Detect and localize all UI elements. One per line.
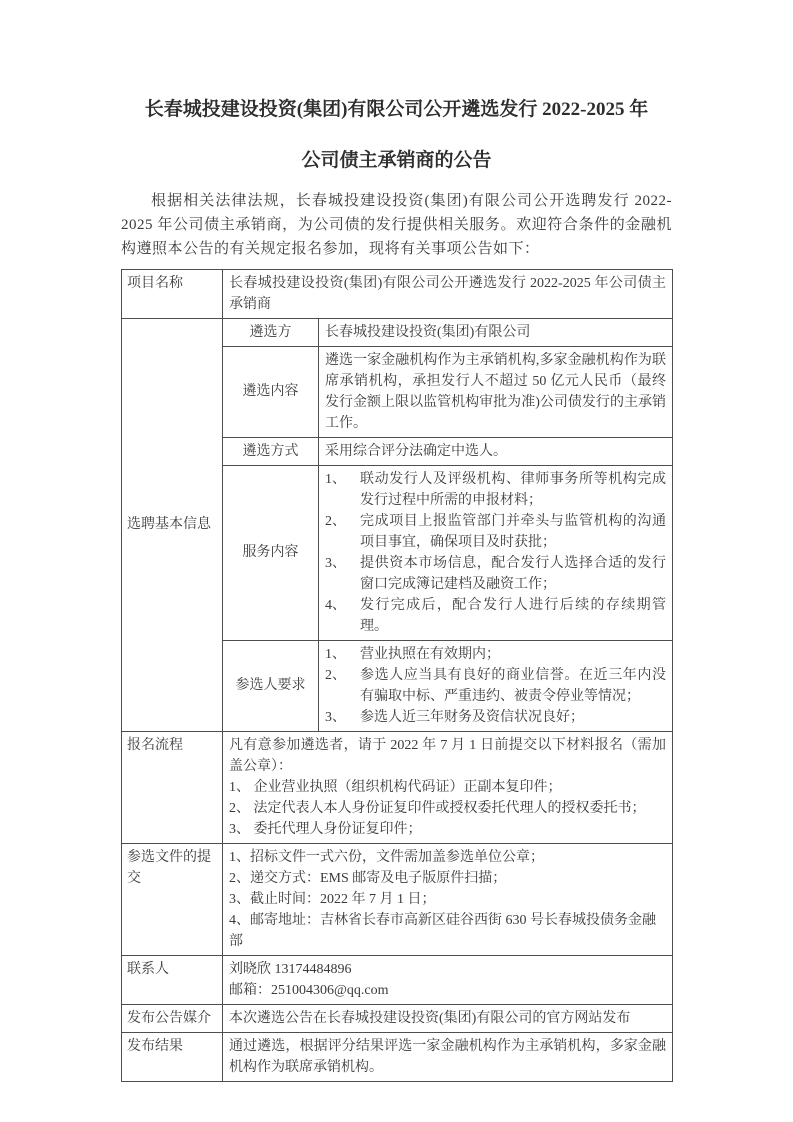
registration-label: 报名流程 xyxy=(122,731,223,843)
service-item xyxy=(325,511,666,553)
contact-label: 联系人 xyxy=(122,955,223,1004)
selection-content-value: 遴选一家金融机构作为主承销机构,多家金融机构作为联席承销机构，承担发行人不超过 50 亿元人民币（最终发行金额上限以监管机构审批为准)公司债发行的主承销工作。 xyxy=(319,346,673,437)
selection-method-label: 遴选方式 xyxy=(223,437,319,465)
table-row-registration xyxy=(122,731,673,843)
services-label: 服务内容 xyxy=(223,465,319,640)
table-row-contact xyxy=(122,955,673,1004)
service-item-num: 1、 xyxy=(325,471,346,487)
requirement-item-num: 3、 xyxy=(325,709,346,725)
submission-item: 1、招标文件一式六份，文件需加盖参选单位公章； xyxy=(229,849,544,865)
requirements-value xyxy=(319,640,673,731)
service-item-num: 2、 xyxy=(325,513,346,529)
project-name-label: 项目名称 xyxy=(122,269,223,318)
registration-intro: 凡有意参加遴选者，请于 2022 年 7 月 1 日前提交以下材料报名（需加盖公章）： xyxy=(229,737,666,774)
submission-value xyxy=(223,843,673,955)
media-label: 发布公告媒介 xyxy=(122,1004,223,1032)
service-item xyxy=(325,595,666,637)
requirement-item xyxy=(325,707,666,728)
service-item-num: 3、 xyxy=(325,555,346,571)
requirement-item-text: 参选人应当具有良好的商业信誉。在近三年内没有骗取中标、严重违约、被责令停业等情况； xyxy=(360,667,666,704)
requirements-label: 参选人要求 xyxy=(223,640,319,731)
service-item-text: 提供资本市场信息，配合发行人选择合适的发行窗口完成簿记建档及融资工作； xyxy=(360,555,666,592)
service-item-text: 完成项目上报监管部门并牵头与监管机构的沟通项目事宜，确保项目及时获批； xyxy=(360,513,666,550)
requirement-item-num: 1、 xyxy=(325,646,346,662)
requirement-item xyxy=(325,644,666,665)
requirement-item-text: 营业执照在有效期内； xyxy=(360,646,500,662)
announcement-table xyxy=(121,269,673,1082)
table-row-selector xyxy=(122,318,673,346)
table-row-result xyxy=(122,1032,673,1081)
registration-item: 3、 委托代理人身份证复印件； xyxy=(229,821,422,837)
service-item-text: 联动发行人及评级机构、律师事务所等机构完成发行过程中所需的申报材料； xyxy=(360,471,666,508)
selection-method-value: 采用综合评分法确定中选人。 xyxy=(319,437,673,465)
table-row-media xyxy=(122,1004,673,1032)
submission-item: 3、截止时间：2022 年 7 月 1 日； xyxy=(229,891,436,907)
service-item xyxy=(325,469,666,511)
service-item-text: 发行完成后，配合发行人进行后续的存续期管理。 xyxy=(360,597,666,634)
contact-value xyxy=(223,955,673,1004)
selection-info-label: 选聘基本信息 xyxy=(122,318,223,731)
submission-item: 4、邮寄地址：吉林省长春市高新区硅谷西街 630 号长春城投债务金融部 xyxy=(229,912,656,949)
registration-item: 2、 法定代表人本人身份证复印件或授权委托代理人的授权委托书； xyxy=(229,800,646,816)
table-row-submission xyxy=(122,843,673,955)
submission-label: 参选文件的提交 xyxy=(122,843,223,955)
services-value xyxy=(319,465,673,640)
project-name-value: 长春城投建设投资(集团)有限公司公开遴选发行 2022-2025 年公司债主承销商 xyxy=(223,269,673,318)
requirement-item xyxy=(325,665,666,707)
result-label: 发布结果 xyxy=(122,1032,223,1081)
selector-label: 遴选方 xyxy=(223,318,319,346)
requirement-item-text: 参选人近三年财务及资信状况良好； xyxy=(360,709,584,725)
intro-paragraph: 根据相关法律法规，长春城投建设投资(集团)有限公司公开选聘发行 2022-2025 年公司债主承销商，为公司债的发行提供相关服务。欢迎符合条件的金融机构遵照本公告的有关规定报名参加，现将有关事项公告如下： xyxy=(121,192,672,257)
service-item-num: 4、 xyxy=(325,597,346,613)
result-value: 通过遴选，根据评分结果评选一家金融机构作为主承销机构，多家金融机构作为联席承销机构。 xyxy=(223,1032,673,1081)
selection-content-label: 遴选内容 xyxy=(223,346,319,437)
contact-email: 邮箱：251004306@qq.com xyxy=(229,982,389,998)
page-title-line1: 长春城投建设投资(集团)有限公司公开遴选发行 2022-2025 年 xyxy=(144,99,649,120)
table-row-project-name xyxy=(122,269,673,318)
service-item xyxy=(325,553,666,595)
page-title-line2: 公司债主承销商的公告 xyxy=(301,149,492,171)
requirement-item-num: 2、 xyxy=(325,667,346,683)
registration-value xyxy=(223,731,673,843)
media-value: 本次遴选公告在长春城投建设投资(集团)有限公司的官方网站发布 xyxy=(223,1004,673,1032)
selector-value: 长春城投建设投资(集团)有限公司 xyxy=(319,318,673,346)
submission-item: 2、递交方式：EMS 邮寄及电子版原件扫描； xyxy=(229,870,507,886)
registration-item: 1、 企业营业执照（组织机构代码证）正副本复印件； xyxy=(229,779,562,795)
contact-name-phone: 刘晓欣 13174484896 xyxy=(229,961,352,977)
